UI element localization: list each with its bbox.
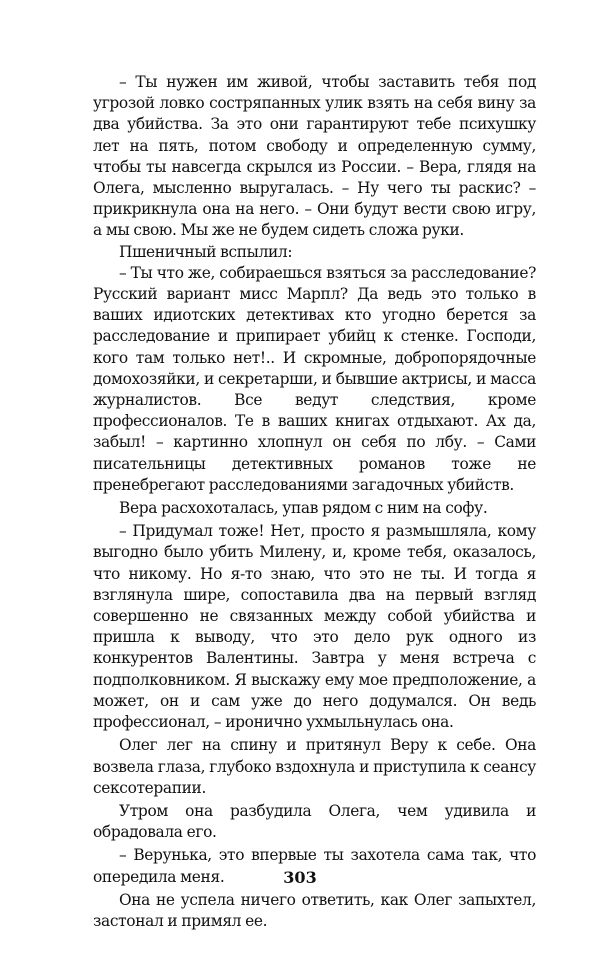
paragraph: Она не успела ничего ответить, как Олег запыхтел, застонал и примял ее. [93,890,536,930]
paragraph: – Ты что же, собираешься взяться за расследование? Русский вариант мисс Марпл? Да ведь это только в ваших идиотских детективах кто угодно берется за расследование и припирает убийц к стенке. Господи, кого там только нет!.. И скромные, добропорядочные домохозяйки, и секретарши, и бывшие актрисы, и масса журналистов. Все ведут следствия, кроме профессионалов. Те в ваших книгах отдыхают. Ах да, забыл! – картинно хлопнул он себя по лбу. – Сами писательницы детективных романов тоже не пренебрегают расследованиями загадочных убийств. [93,263,536,494]
paragraph: Олег лег на спину и притянул Веру к себе. Она возвела глаза, глубоко вздохнула и приступила к сеансу сексотерапии. [93,736,536,797]
page-number: 303 [283,868,317,887]
body-text [93,72,536,932]
paragraph: Утром она разбудила Олега, чем удивила и обрадовала его. [93,801,536,842]
paragraph: – Придумал тоже! Нет, просто я размышляла, кому выгодно было убить Милену, и, кроме тебя, оказалось, что никому. Но я-то знаю, что это не ты. И тогда я взглянула шире, сопоставила два на первый взгляд совершенно не связанных между собой убийства и пришла к выводу, что это дело рук одного из конкурентов Валентины. Завтра у меня встреча с подполковником. Я выскажу ему мое предположение, а может, он и сам уже до него додумался. Он ведь профессионал, – иронично ухмыльнулась она. [93,522,536,732]
paragraph: Вера расхохоталась, упав рядом с ним на софу. [119,499,488,518]
paragraph: – Верунька, это впервые ты захотела сама так, что опередила меня. [93,846,536,886]
paragraph: – Ты нужен им живой, чтобы заставить тебя под угрозой ловко состряпанных улик взять на себя вину за два убийства. За это они гарантируют тебе психушку лет на пять, потом свободу и определенную сумму, чтобы ты навсегда скрылся из России. – Вера, глядя на Олега, мысленно выругалась. – Ну чего ты раскис? – прикрикнула она на него. – Они будут вести свою игру, а мы свою. Мы же не будем сидеть сложа руки. [93,73,536,240]
paragraph: Пшеничный вспылил: [119,242,293,261]
